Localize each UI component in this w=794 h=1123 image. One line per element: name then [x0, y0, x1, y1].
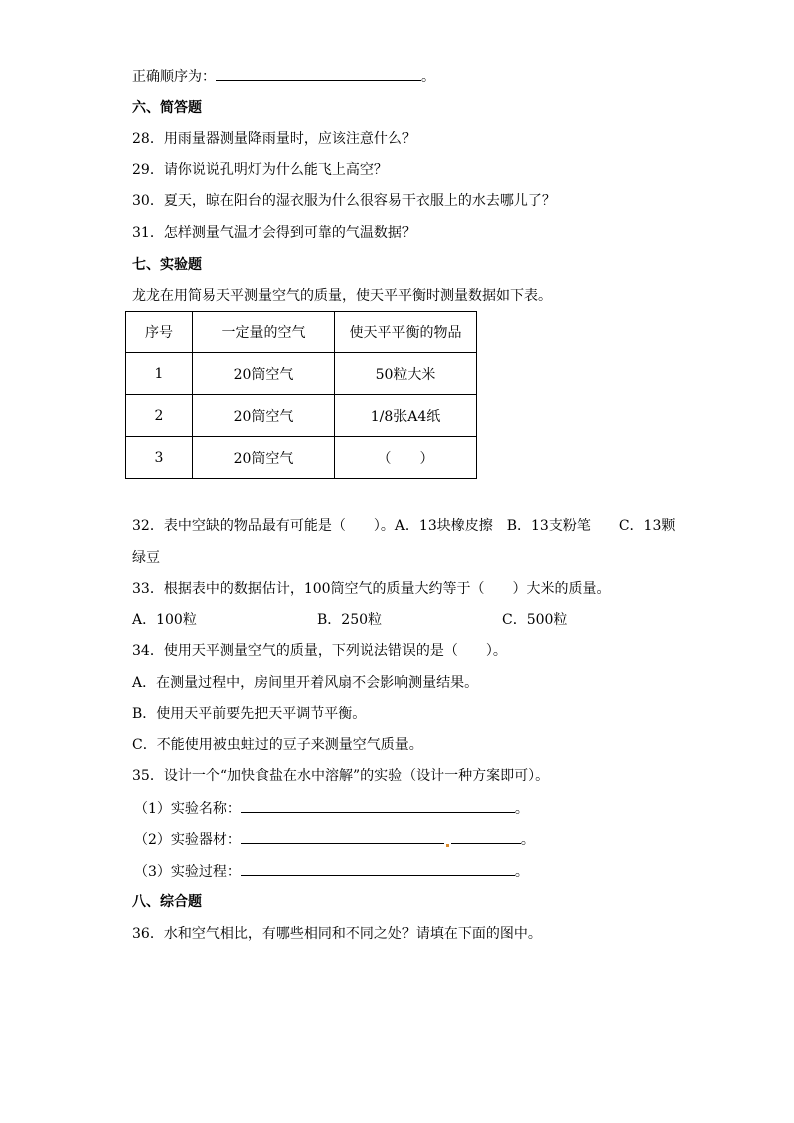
question-34-option-a[interactable]: A．在测量过程中，房间里开着风扇不会影响测量结果。	[132, 675, 479, 691]
experiment-equipment-blank-2[interactable]	[451, 829, 521, 844]
experiment-name-label: （1）实验名称：	[134, 801, 241, 817]
experiment-equipment-line	[134, 829, 535, 850]
table-cell: 20筒空气	[193, 395, 335, 437]
question-32-line-2: 绿豆	[132, 550, 160, 566]
table-cell: 50粒大米	[335, 353, 477, 395]
experiment-process-blank[interactable]	[241, 861, 515, 876]
experiment-equipment-label: （2）实验器材：	[134, 832, 241, 848]
measurement-table	[125, 311, 477, 479]
table-header-cell: 使天平平衡的物品	[335, 312, 477, 353]
orange-dot-mark	[446, 844, 449, 847]
table-header-cell: 序号	[126, 312, 193, 353]
question-30: 30．夏天，晾在阳台的湿衣服为什么很容易干衣服上的水去哪儿了？	[132, 193, 556, 209]
question-34: 34．使用天平测量空气的质量，下列说法错误的是（ ）。	[132, 643, 507, 659]
experiment-process-line	[134, 861, 529, 882]
experiment-name-line	[134, 798, 529, 819]
section-8-heading: 八、综合题	[132, 894, 202, 910]
question-34-option-c[interactable]: C．不能使用被虫蛀过的豆子来测量空气质量。	[132, 737, 423, 753]
question-35: 35．设计一个“加快食盐在水中溶解”的实验（设计一种方案即可）。	[132, 768, 550, 784]
table-cell: 1	[126, 353, 193, 395]
question-29: 29．请你说说孔明灯为什么能飞上高空？	[132, 162, 388, 178]
answer-order-label: 正确顺序为：	[132, 69, 216, 85]
table-row	[126, 395, 477, 437]
question-32-line-1: 32．表中空缺的物品最有可能是（ ）。A．13块橡皮擦 B．13支粉笔 C．13颗	[132, 518, 676, 534]
table-cell: 3	[126, 437, 193, 479]
question-34-option-b[interactable]: B．使用天平前要先把天平调节平衡。	[132, 706, 367, 722]
experiment-process-end: 。	[514, 864, 529, 880]
answer-order-end: 。	[421, 69, 435, 85]
table-cell: 20筒空气	[193, 353, 335, 395]
experiment-equipment-blank[interactable]	[241, 829, 444, 844]
experiment-name-end: 。	[514, 801, 529, 817]
section-7-heading: 七、实验题	[132, 257, 202, 273]
table-cell: 1/8张A4纸	[335, 395, 477, 437]
experiment-intro: 龙龙在用简易天平测量空气的质量，使天平平衡时测量数据如下表。	[132, 288, 552, 304]
question-31: 31．怎样测量气温才会得到可靠的气温数据？	[132, 225, 416, 241]
question-28: 28．用雨量器测量降雨量时，应该注意什么？	[132, 131, 416, 147]
table-cell: 20筒空气	[193, 437, 335, 479]
table-header-cell: 一定量的空气	[193, 312, 335, 353]
experiment-name-blank[interactable]	[241, 798, 515, 813]
question-36: 36．水和空气相比，有哪些相同和不同之处？请填在下面的图中。	[132, 926, 542, 942]
question-33-option-b[interactable]: B．250粒	[317, 612, 383, 628]
question-33-option-a[interactable]: A．100粒	[132, 612, 197, 628]
answer-order-blank[interactable]	[216, 66, 421, 81]
section-6-heading: 六、简答题	[132, 100, 202, 116]
table-cell: 2	[126, 395, 193, 437]
answer-order-line	[132, 66, 435, 87]
question-33-option-c[interactable]: C．500粒	[502, 612, 568, 628]
experiment-equipment-end: 。	[520, 832, 535, 848]
experiment-process-label: （3）实验过程：	[134, 864, 241, 880]
table-row	[126, 353, 477, 395]
table-header-row	[126, 312, 477, 353]
question-33: 33．根据表中的数据估计，100筒空气的质量大约等于（ ）大米的质量。	[132, 581, 611, 597]
table-row	[126, 437, 477, 479]
table-cell[interactable]: （ ）	[335, 437, 477, 479]
